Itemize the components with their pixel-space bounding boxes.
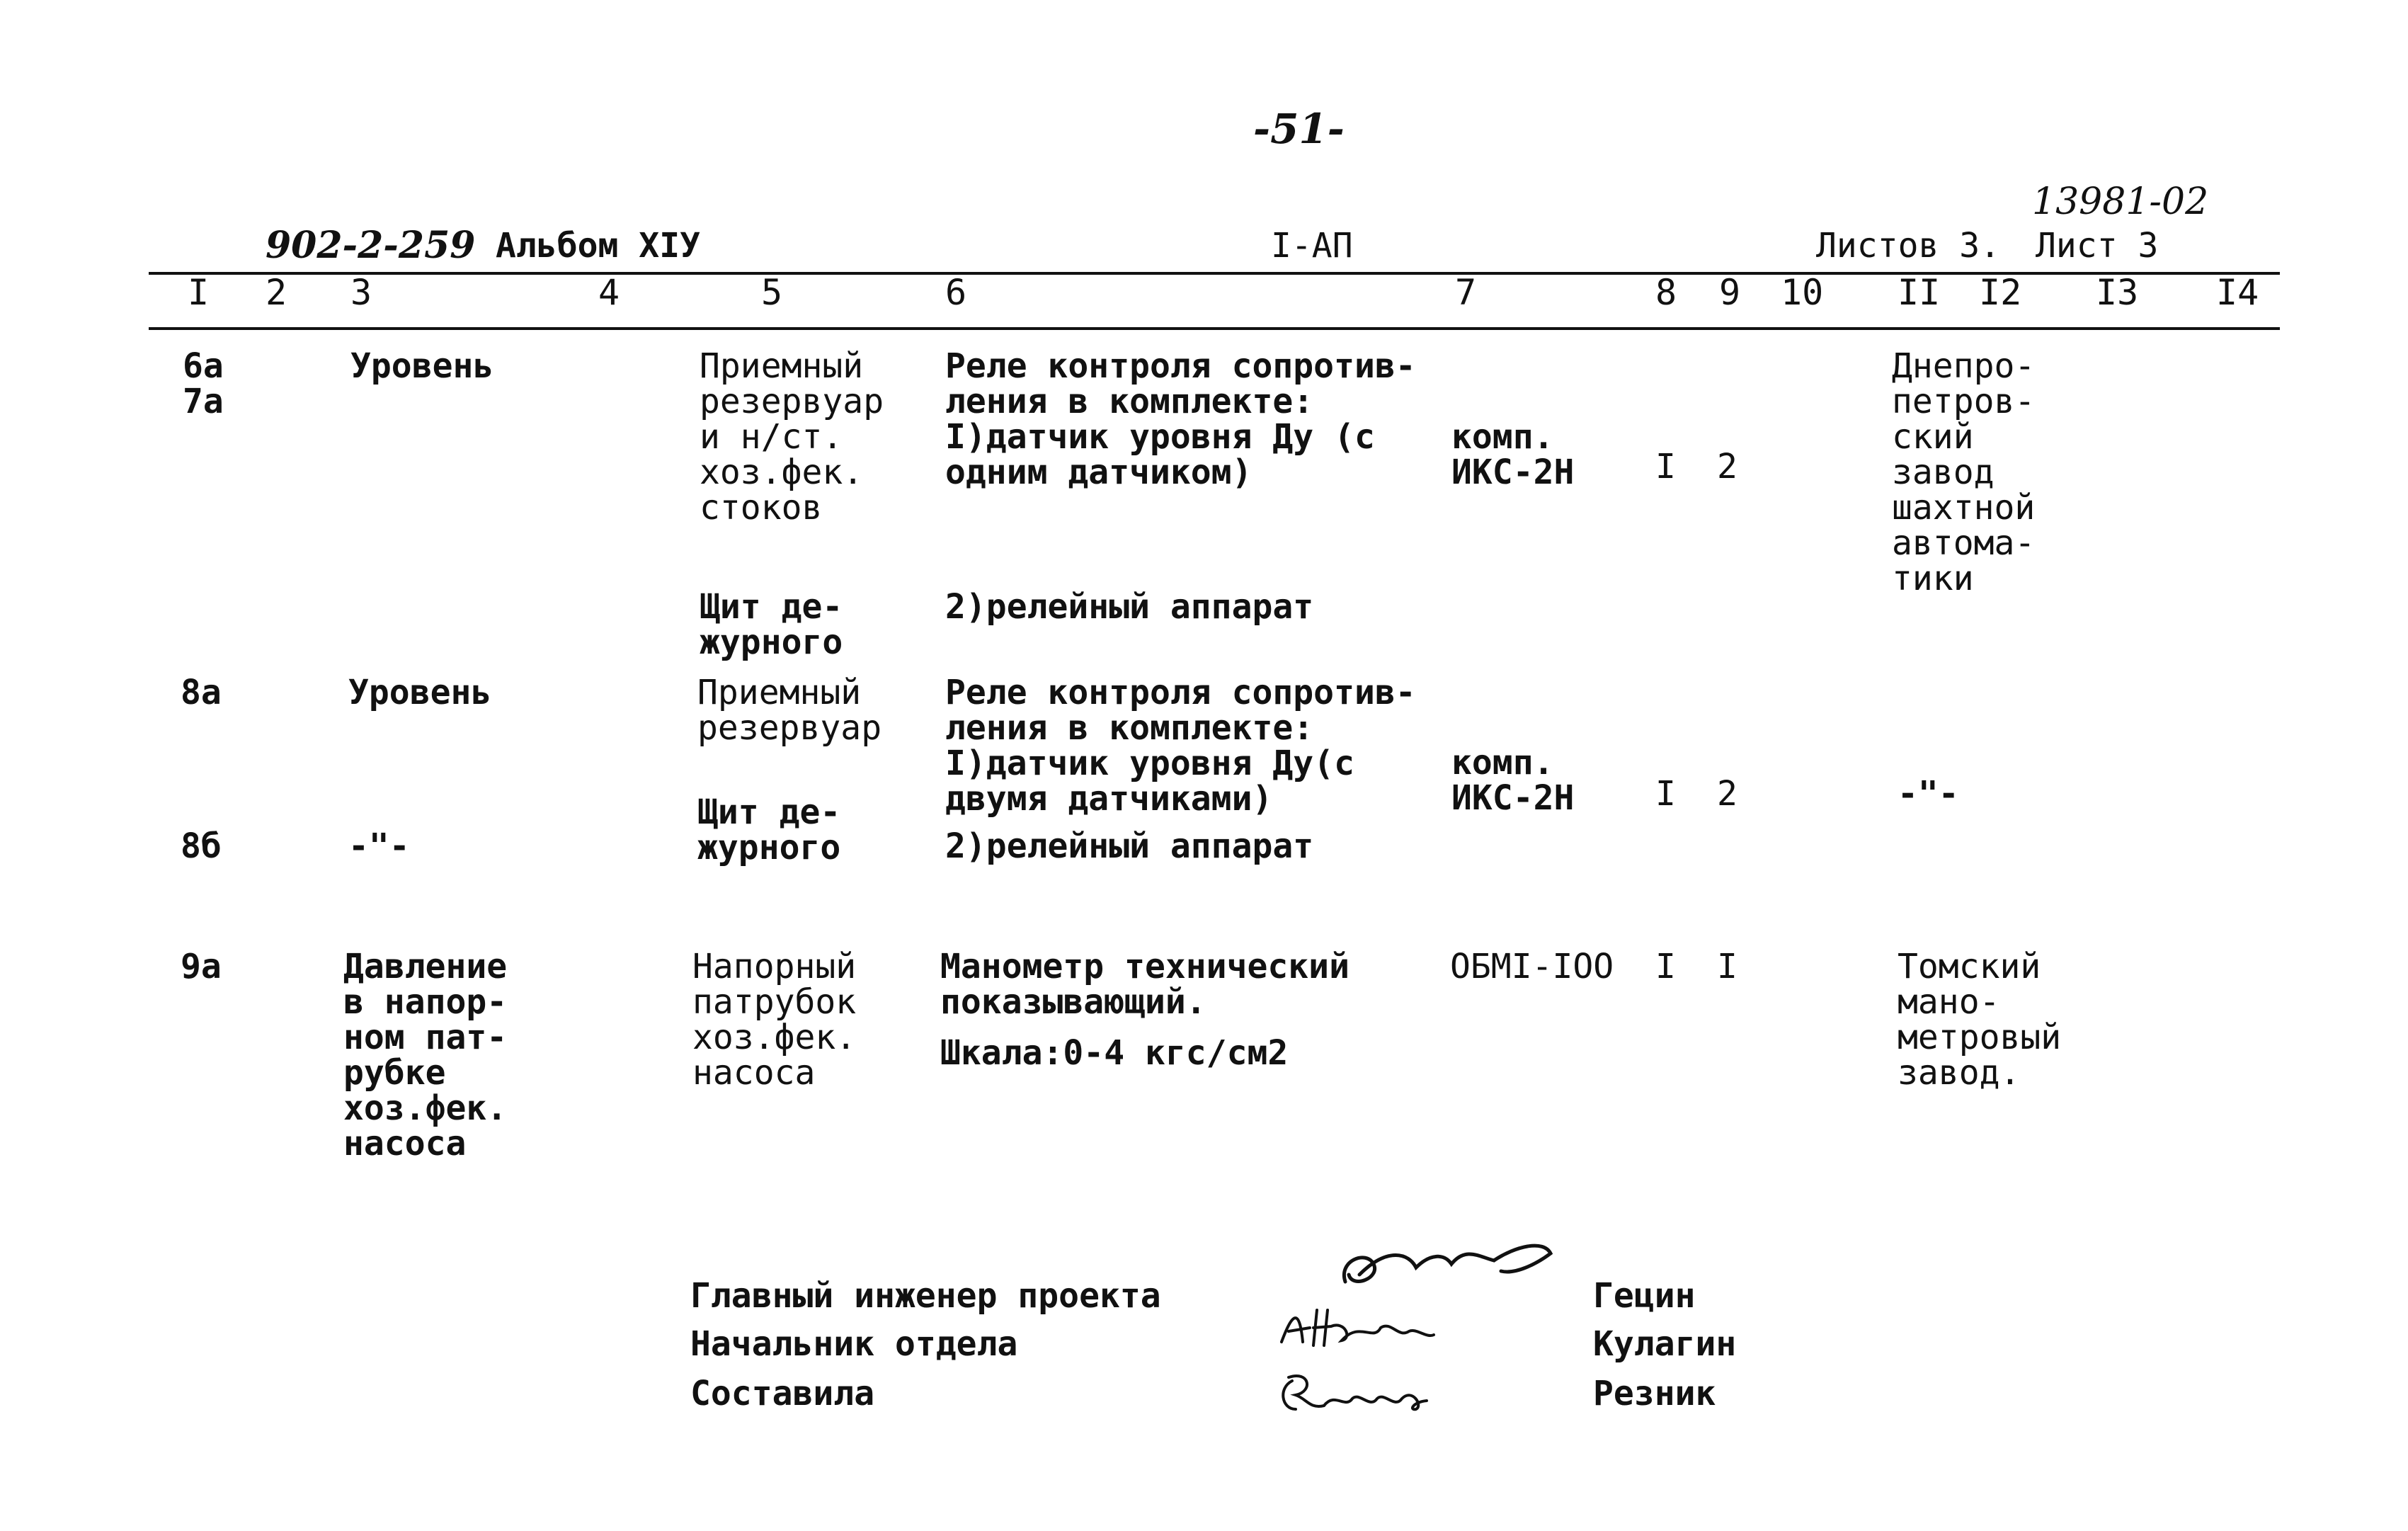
- row-2-description: Реле контроля сопротив- ления в комплекте: I)датчик уровня Ду(с двумя датчиками): [945, 673, 1416, 819]
- row-1-position: 6а 7а: [183, 346, 224, 421]
- row-3-parameter: -"-: [348, 826, 410, 866]
- row-1-col8: I: [1655, 447, 1676, 486]
- row-2-location: Приемный резервуар: [697, 673, 882, 748]
- column-header-14: I4: [2216, 272, 2259, 313]
- column-header-13: I3: [2096, 272, 2139, 313]
- row-1-parameter: Уровень: [350, 346, 494, 386]
- row-3-position: 8б: [181, 826, 222, 866]
- column-header-11: II: [1898, 272, 1941, 313]
- row-4-location: Напорный патрубок хоз.фек. насоса: [692, 947, 857, 1093]
- row-4-position: 9а: [181, 947, 222, 986]
- row-1-type: комп. ИКС-2Н: [1451, 417, 1575, 492]
- column-header-5: 5: [761, 272, 783, 313]
- signature-role-chief-engineer: Главный инженер проекта: [690, 1276, 1161, 1316]
- row-4-col8: I: [1655, 947, 1676, 986]
- section-label: I-АП: [1271, 226, 1353, 266]
- column-header-3: 3: [350, 272, 372, 313]
- album-label: Альбом XIУ: [496, 226, 700, 266]
- column-header-7: 7: [1455, 272, 1477, 313]
- column-header-9: 9: [1719, 272, 1741, 313]
- column-header-12: I2: [1979, 272, 2022, 313]
- sheets-count: Листов 3.: [1816, 226, 2001, 266]
- row-4-scale: Шкала:0-4 кгс/см2: [940, 1033, 1289, 1073]
- document-number: 13981-02: [2032, 181, 2209, 223]
- row-2-col9: 2: [1717, 774, 1737, 814]
- row-1-description-2: 2)релейный аппарат: [945, 587, 1314, 627]
- row-2-manufacturer: -"-: [1898, 774, 1959, 814]
- row-1-col9: 2: [1717, 447, 1737, 486]
- page-number: -51-: [1253, 105, 1345, 153]
- signature-role-department-head: Начальник отдела: [690, 1324, 1018, 1364]
- row-1-location-2: Щит де- журного: [700, 587, 843, 662]
- sheet-number: Лист 3: [2036, 226, 2159, 266]
- row-1-manufacturer: Днепро- петров- ский завод шахтной автома- тики: [1892, 346, 2036, 598]
- row-4-col9: I: [1717, 947, 1737, 986]
- row-2-type: комп. ИКС-2Н: [1451, 743, 1575, 818]
- row-3-location: Щит де- журного: [697, 792, 841, 867]
- row-3-description: 2)релейный аппарат: [945, 826, 1314, 866]
- row-2-col8: I: [1655, 774, 1676, 814]
- column-header-6: 6: [945, 272, 967, 313]
- signature-name-department-head: Кулагин: [1593, 1324, 1737, 1364]
- column-header-10: 10: [1781, 272, 1824, 313]
- header-top-rule: [149, 272, 2280, 275]
- row-1-description: Реле контроля сопротив- ления в комплекте: I)датчик уровня Ду (с одним датчиком): [945, 346, 1416, 492]
- row-2-parameter: Уровень: [348, 673, 492, 712]
- row-1-location: Приемный резервуар и н/ст. хоз.фек. стоков: [700, 346, 884, 528]
- column-header-4: 4: [598, 272, 620, 313]
- row-4-manufacturer: Томский мано- метровый завод.: [1898, 947, 2062, 1093]
- row-4-description: Манометр технический показывающий.: [940, 947, 1349, 1022]
- handwritten-signature-3: [1274, 1367, 1437, 1423]
- handwritten-signature-2: [1274, 1299, 1437, 1356]
- column-header-8: 8: [1655, 272, 1677, 313]
- column-header-2: 2: [266, 272, 287, 313]
- project-code: 902-2-259: [266, 224, 476, 267]
- handwritten-signature-1: [1331, 1232, 1565, 1310]
- signature-name-chief-engineer: Гецин: [1593, 1276, 1696, 1316]
- signature-role-compiler: Составила: [690, 1374, 875, 1413]
- signature-name-compiler: Резник: [1593, 1374, 1716, 1413]
- row-4-type: ОБМI-IOO: [1450, 947, 1614, 986]
- row-4-parameter: Давление в напор- ном пат- рубке хоз.фек. насоса: [343, 947, 508, 1163]
- column-header-1: I: [188, 272, 210, 313]
- header-bottom-rule: [149, 327, 2280, 330]
- row-2-position: 8а: [181, 673, 222, 712]
